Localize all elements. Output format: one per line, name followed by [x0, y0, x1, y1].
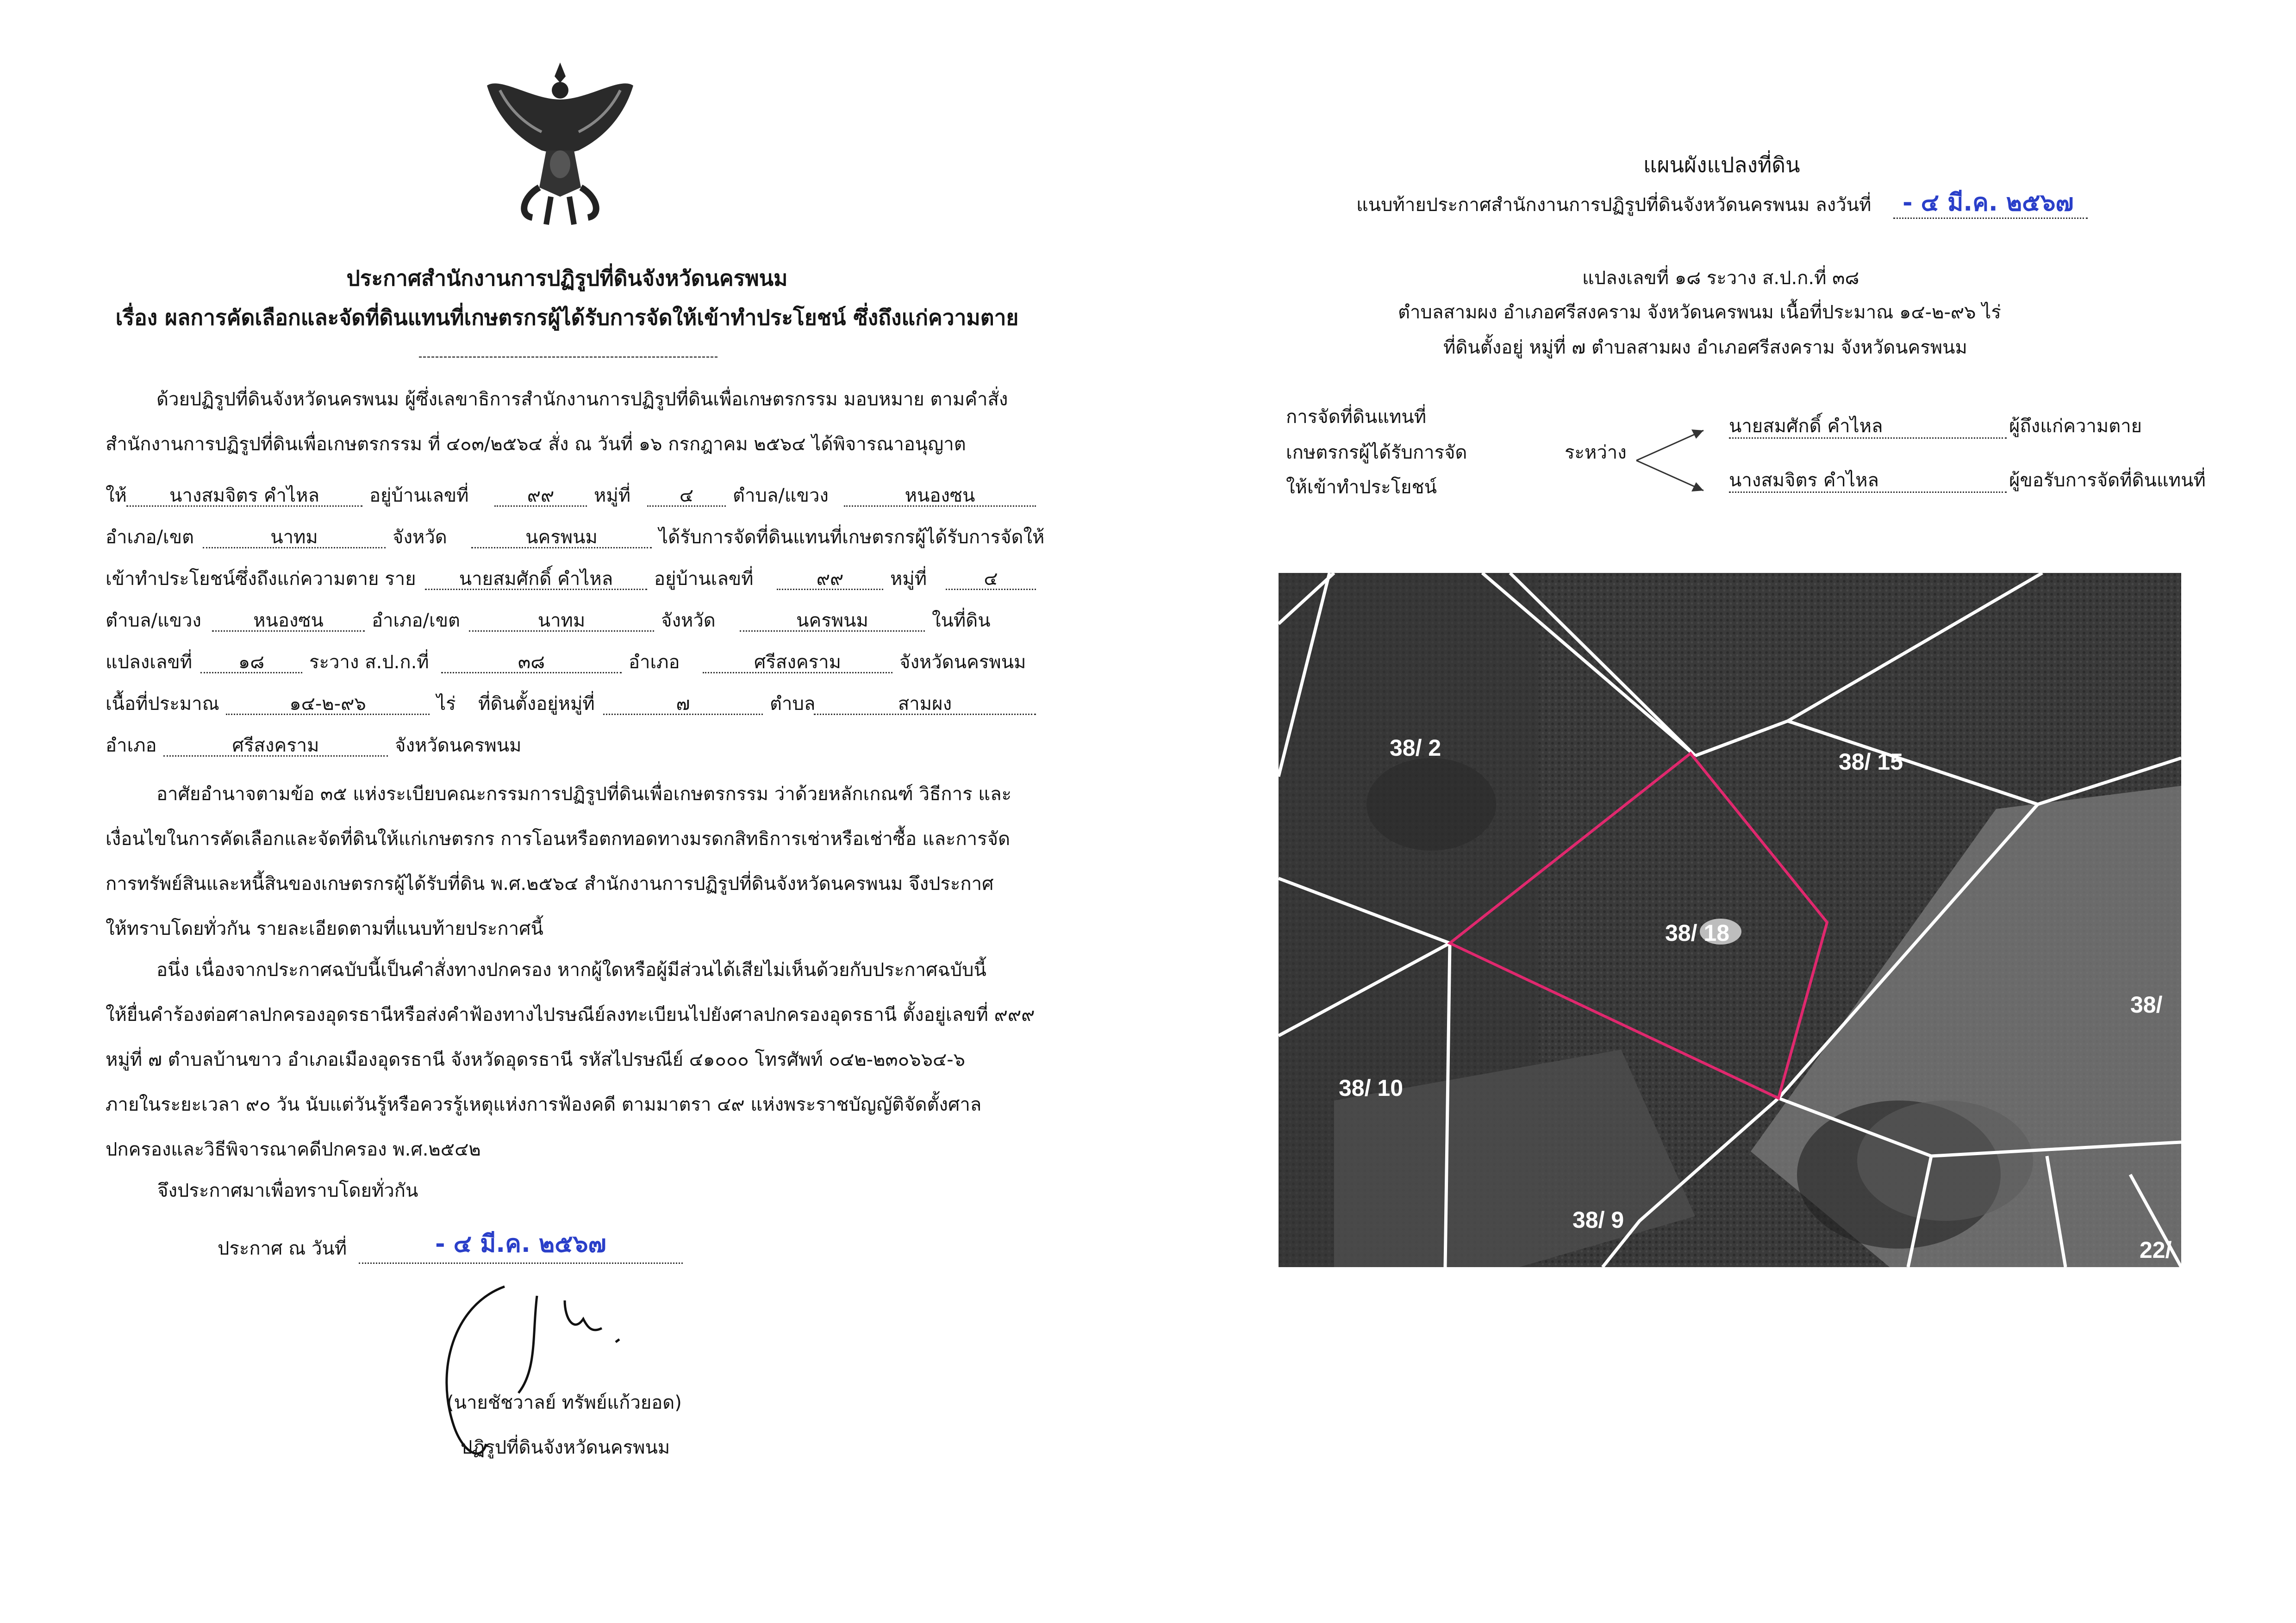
announcement-subject: เรื่อง ผลการคัดเลือกและจัดที่ดินแทนที่เกษตรกรผู้ได้รับการจัดให้เข้าทำประโยชน์ ซึ่งถึงแก่ความตาย — [115, 305, 1019, 330]
label: ที่ดินตั้งอยู่หมู่ที่ — [478, 693, 595, 715]
form-row-6 — [106, 685, 1036, 713]
label: ระวาง ส.ป.ก.ที่ — [309, 652, 429, 673]
label: จังหวัด — [393, 527, 447, 548]
allocation-label-line: เกษตรกรผู้ได้รับการจัด — [1286, 442, 1467, 463]
label: หมู่ที่ — [890, 568, 927, 590]
label: เข้าทำประโยชน์ซึ่งถึงแก่ความตาย ราย — [106, 568, 416, 590]
label: จังหวัดนครพนม — [899, 652, 1026, 673]
form-row-4 — [106, 602, 1036, 629]
signer-title: ปฏิรูปที่ดินจังหวัดนครพนม — [461, 1437, 670, 1458]
plot-map-subtitle: แนบท้ายประกาศสำนักงานการปฏิรูปที่ดินจังหวัดนครพนม ลงวันที่ — [1356, 194, 1872, 216]
field-plot-no: ๑๘ — [238, 652, 265, 673]
between-label: ระหว่าง — [1565, 442, 1627, 463]
plot-label: 38/ — [2130, 992, 2163, 1018]
allocation-arrows — [1634, 417, 1717, 504]
paragraph-3-line: ให้ยื่นคำร้องต่อศาลปกครองอุดรธานีหรือส่งคำฟ้องทางไปรษณีย์ลงทะเบียนไปยังศาลปกครองอุดรธานี ตั้งอยู่เลขที่ ๙๙๙ — [106, 1004, 1035, 1026]
signer-name: (นายชัชวาลย์ ทรัพย์แก้วยอด) — [447, 1392, 682, 1413]
announcement-title: ประกาศสำนักงานการปฏิรูปที่ดินจังหวัดนครพนม — [346, 266, 788, 291]
field-house-no: ๙๙ — [816, 568, 844, 590]
label: จังหวัด — [661, 610, 716, 631]
aerial-plot-map — [1279, 573, 2181, 1267]
date-label: ประกาศ ณ วันที่ — [218, 1238, 347, 1259]
plot-label: 38/ 10 — [1339, 1075, 1404, 1101]
form-row-1 — [106, 477, 1036, 504]
plot-label-selected: 38/ 18 — [1665, 920, 1730, 946]
date-line — [359, 1262, 683, 1264]
subtitle-date: - ๔ มี.ค. ๒๕๖๗ — [1903, 189, 2074, 217]
field-tambon: สามผง — [898, 693, 952, 715]
label: ตำบล — [770, 693, 816, 715]
paragraph-2-line: เงื่อนไขในการคัดเลือกและจัดที่ดินให้แก่เกษตรกร การโอนหรือตกทอดทางมรดกสิทธิการเช่าหรือเช่าซื้อ และการจัด — [106, 828, 1011, 850]
field-province: นครพนม — [525, 527, 598, 548]
label: อำเภอ — [106, 735, 157, 756]
field-tambon: หนองซน — [905, 485, 975, 506]
label: จังหวัดนครพนม — [395, 735, 522, 756]
field-moo: ๗ — [676, 693, 690, 715]
label: ให้ — [106, 485, 127, 506]
label: ตำบล/แขวง — [106, 610, 201, 631]
field-area: ๑๔-๒-๙๖ — [289, 693, 366, 715]
field-amphoe: นาทม — [270, 527, 318, 548]
paragraph-1-line: ด้วยปฏิรูปที่ดินจังหวัดนครพนม ผู้ซึ่งเลขาธิการสำนักงานการปฏิรูปที่ดินเพื่อเกษตรกรรม มอบหมาย ตามคำสั่ง — [156, 389, 1008, 410]
field-moo: ๔ — [984, 568, 998, 590]
paragraph-3 — [106, 948, 1036, 1172]
field-amphoe: ศรีสงคราม — [232, 735, 319, 756]
form-row-7 — [106, 727, 1036, 754]
label: ตำบล/แขวง — [733, 485, 829, 506]
paragraph-3-line: อนึ่ง เนื่องจากประกาศฉบับนี้เป็นคำสั่งทางปกครอง หากผู้ใดหรือผู้มีส่วนได้เสียไม่เห็นด้วยกับประกาศฉบับนี้ — [156, 959, 986, 981]
field-moo: ๔ — [679, 485, 694, 506]
label: อำเภอ — [629, 652, 680, 673]
paragraph-3-line: หมู่ที่ ๗ ตำบลบ้านขาว อำเภอเมืองอุดรธานี จังหวัดอุดรธานี รหัสไปรษณีย์ ๔๑๐๐๐ โทรศัพท์ ๐๔๒-๒๓๐๖๖๔-๖ — [106, 1049, 966, 1070]
applicant-name: นางสมจิตร คำไหล — [1729, 470, 1879, 491]
paragraph-1-line: สำนักงานการปฏิรูปที่ดินเพื่อเกษตรกรรม ที่ ๔๐๓/๒๕๖๔ สั่ง ณ วันที่ ๑๖ กรกฎาคม ๒๕๖๔ ได้พิจารณาอนุญาต — [106, 434, 966, 455]
deceased-person-name: นายสมศักดิ์ คำไหล — [1729, 416, 1883, 437]
field-recipient-name: นางสมจิตร คำไหล — [169, 485, 319, 506]
label: ได้รับการจัดที่ดินแทนที่เกษตรกรผู้ได้รับการจัดให้ — [659, 527, 1045, 548]
field-deceased-name: นายสมศักดิ์ คำไหล — [459, 568, 613, 590]
field-house-no: ๙๙ — [527, 485, 555, 506]
plot-info-line-1: แปลงเลขที่ ๑๘ ระวาง ส.ป.ก.ที่ ๓๘ — [1582, 267, 1859, 289]
label: อยู่บ้านเลขที่ — [654, 568, 754, 590]
plot-map-title: แผนผังแปลงที่ดิน — [1643, 152, 1800, 177]
plot-label: 22/ — [2140, 1237, 2172, 1263]
form-row-5 — [106, 643, 1036, 671]
announcement-date: - ๔ มี.ค. ๒๕๖๗ — [435, 1230, 606, 1258]
closing-statement: จึงประกาศมาเพื่อทราบโดยทั่วกัน — [157, 1180, 418, 1201]
label: แปลงเลขที่ — [106, 652, 193, 673]
label: ไร่ — [437, 693, 456, 715]
tree-cluster — [1366, 758, 1496, 851]
tree-cluster — [1857, 1101, 2033, 1221]
allocation-label-line: ให้เข้าทำประโยชน์ — [1286, 477, 1437, 498]
plot-label: 38/ 9 — [1572, 1207, 1624, 1233]
field-amphoe: นาทม — [537, 610, 586, 631]
label: ในที่ดิน — [932, 610, 991, 631]
paragraph-3-line: ภายในระยะเวลา ๙๐ วัน นับแต่วันรู้หรือควรรู้เหตุแห่งการฟ้องคดี ตามมาตรา ๔๙ แห่งพระราชบัญญัติจัดตั้งศาล — [106, 1094, 982, 1115]
deceased-person-role: ผู้ถึงแก่ความตาย — [2009, 416, 2142, 437]
garuda-emblem — [481, 58, 639, 229]
plot-info-line-3: ที่ดินตั้งอยู่ หมู่ที่ ๗ ตำบลสามผง อำเภอศรีสงคราม จังหวัดนครพนม — [1443, 337, 1967, 358]
field-rawang: ๓๘ — [518, 652, 545, 673]
paragraph-2 — [106, 772, 1036, 951]
applicant-role: ผู้ขอรับการจัดที่ดินแทนที่ — [2009, 470, 2206, 491]
paragraph-3-line: ปกครองและวิธีพิจารณาคดีปกครอง พ.ศ.๒๕๔๒ — [106, 1139, 481, 1160]
label: อำเภอ/เขต — [372, 610, 461, 631]
label: อยู่บ้านเลขที่ — [369, 485, 469, 506]
paragraph-2-line: ให้ทราบโดยทั่วกัน รายละเอียดตามที่แนบท้ายประกาศนี้ — [106, 918, 543, 939]
allocation-label-line: การจัดที่ดินแทนที่ — [1286, 406, 1427, 428]
plot-label: 38/ 2 — [1390, 735, 1441, 761]
plot-label: 38/ 15 — [1839, 749, 1903, 775]
title-divider — [419, 356, 718, 358]
paragraph-2-line: การทรัพย์สินและหนี้สินของเกษตรกรผู้ได้รับที่ดิน พ.ศ.๒๕๖๔ สำนักงานการปฏิรูปที่ดินจังหวัดนครพนม จึงประกาศ — [106, 873, 994, 895]
deceased-person-line — [1729, 437, 2007, 439]
field-tambon: หนองซน — [253, 610, 324, 631]
label: หมู่ที่ — [594, 485, 631, 506]
field-province: นครพนม — [796, 610, 868, 631]
field-amphoe: ศรีสงคราม — [754, 652, 841, 673]
applicant-line — [1729, 491, 2007, 493]
form-row-2 — [106, 518, 1045, 548]
form-row-3 — [106, 560, 1036, 588]
label: เนื้อที่ประมาณ — [106, 693, 219, 715]
paragraph-2-line: อาศัยอำนาจตามข้อ ๓๕ แห่งระเบียบคณะกรรมการปฏิรูปที่ดินเพื่อเกษตรกรรม ว่าด้วยหลักเกณฑ์ วิธีการ และ — [156, 784, 1012, 805]
label: อำเภอ/เขต — [106, 527, 194, 548]
plot-info-line-2: ตำบลสามผง อำเภอศรีสงคราม จังหวัดนครพนม เนื้อที่ประมาณ ๑๔-๒-๙๖ ไร่ — [1398, 302, 2001, 323]
paragraph-1 — [106, 377, 1036, 467]
